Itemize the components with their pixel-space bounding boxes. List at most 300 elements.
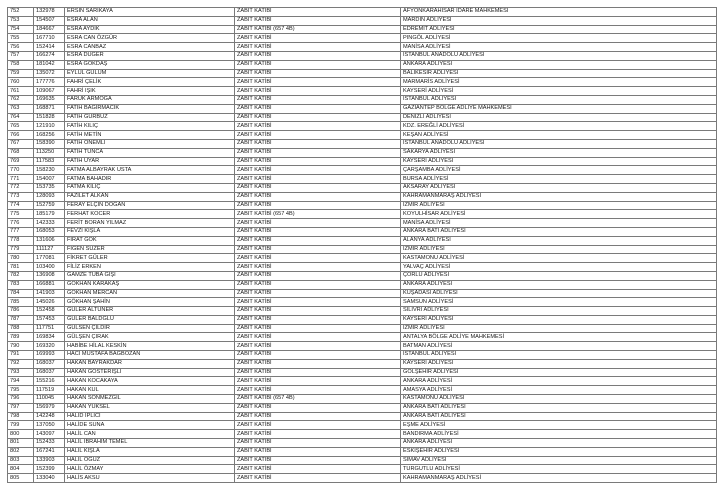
court-unit-cell: MANİSA ADLİYESİ [401,43,717,52]
court-unit-cell: KDZ. EREĞLİ ADLİYESİ [401,122,717,131]
row-number-cell: 783 [8,280,34,289]
table-row [8,456,717,465]
full-name-cell: GÜLER BALDĞLU [65,315,235,324]
court-unit-cell: BANDIRMA ADLİYESİ [401,430,717,439]
full-name-cell: FATİH TUNCA [65,148,235,157]
court-unit-cell: İZMİR ADLİYESİ [401,245,717,254]
table-row [8,465,717,474]
job-title-cell: ZABIT KATİBİ [235,157,401,166]
court-unit-cell: İZMİR ADLİYESİ [401,201,717,210]
full-name-cell: HALİL CAN [65,430,235,439]
table-row [8,421,717,430]
job-title-cell: ZABIT KATİBİ [235,351,401,360]
registry-number-cell: 121910 [34,122,65,131]
table-row [8,8,717,17]
row-number-cell: 765 [8,122,34,131]
table-row [8,183,717,192]
registry-number-cell: 168871 [34,104,65,113]
row-number-cell: 788 [8,324,34,333]
court-unit-cell: TURGUTLU ADLİYESİ [401,465,717,474]
table-row [8,43,717,52]
job-title-cell: ZABIT KATİBİ [235,368,401,377]
row-number-cell: 764 [8,113,34,122]
court-unit-cell: KOYULHİSAR ADLİYESİ [401,210,717,219]
table-row [8,113,717,122]
job-title-cell: ZABIT KATİBİ [235,122,401,131]
full-name-cell: HALİL ÖZMAY [65,465,235,474]
table-row [8,25,717,34]
job-title-cell: ZABIT KATİBİ [235,412,401,421]
row-number-cell: 803 [8,456,34,465]
full-name-cell: FARUK ARMOĞA [65,95,235,104]
registry-number-cell: 156979 [34,403,65,412]
full-name-cell: FATMA KILIÇ [65,183,235,192]
row-number-cell: 777 [8,227,34,236]
row-number-cell: 774 [8,201,34,210]
row-number-cell: 780 [8,254,34,263]
table-row [8,139,717,148]
registry-number-cell: 158390 [34,139,65,148]
job-title-cell: ZABIT KATİBİ [235,148,401,157]
job-title-cell: ZABIT KATİBİ [235,430,401,439]
court-unit-cell: AFYONKARAHİSAR İDARE MAHKEMESİ [401,8,717,17]
court-unit-cell: PINGÖL ADLİYESİ [401,34,717,43]
job-title-cell: ZABIT KATİBİ [235,16,401,25]
job-title-cell: ZABIT KATİBİ [235,219,401,228]
row-number-cell: 791 [8,351,34,360]
full-name-cell: HALİDE SUNA [65,421,235,430]
court-unit-cell: ANKARA BATI ADLİYESİ [401,412,717,421]
registry-number-cell: 111127 [34,245,65,254]
full-name-cell: FERİT BORAN YILMAZ [65,219,235,228]
court-unit-cell: İSTANBUL ANADOLU ADLİYESİ [401,51,717,60]
court-unit-cell: İSTANBUL ANADOLU ADLİYESİ [401,139,717,148]
job-title-cell: ZABIT KATİBİ [235,78,401,87]
row-number-cell: 761 [8,87,34,96]
full-name-cell: HAKAN SÖNMEZGİL [65,395,235,404]
full-name-cell: FAHRİ IŞIK [65,87,235,96]
registry-number-cell: 177776 [34,78,65,87]
registry-number-cell: 133903 [34,456,65,465]
row-number-cell: 757 [8,51,34,60]
job-title-cell: ZABIT KATİBİ [235,34,401,43]
job-title-cell: ZABIT KATİBİ [235,280,401,289]
full-name-cell: FİLİZ ERKEN [65,263,235,272]
job-title-cell: ZABIT KATİBİ [235,359,401,368]
full-name-cell: ESRA AYDIK [65,25,235,34]
job-title-cell: ZABIT KATİBİ [235,307,401,316]
registry-number-cell: 137050 [34,421,65,430]
court-unit-cell: SİMAV ADLİYESİ [401,456,717,465]
registry-number-cell: 152458 [34,307,65,316]
registry-number-cell: 158230 [34,166,65,175]
table-row [8,474,717,483]
registry-number-cell: 152433 [34,439,65,448]
full-name-cell: HAKAN KUL [65,386,235,395]
registry-number-cell: 109067 [34,87,65,96]
court-unit-cell: GAZİANTEP BÖLGE ADLİYE MAHKEMESİ [401,104,717,113]
full-name-cell: GÜLŞEN ÇIRAK [65,333,235,342]
table-row [8,254,717,263]
job-title-cell: ZABIT KATİBİ [235,245,401,254]
table-row [8,307,717,316]
job-title-cell: ZABIT KATİBİ [235,324,401,333]
full-name-cell: EYLÜL GÜLÜM [65,69,235,78]
row-number-cell: 790 [8,342,34,351]
table-row [8,298,717,307]
full-name-cell: FERHAT KOCER [65,210,235,219]
table-row [8,87,717,96]
court-unit-cell: KAYSERİ ADLİYESİ [401,359,717,368]
registry-number-cell: 168037 [34,368,65,377]
job-title-cell: ZABIT KATİBİ [235,166,401,175]
full-name-cell: GÖKHAN ŞAHİN [65,298,235,307]
job-title-cell: ZABIT KATİBİ [235,175,401,184]
registry-number-cell: 169635 [34,95,65,104]
table-row [8,263,717,272]
row-number-cell: 763 [8,104,34,113]
row-number-cell: 779 [8,245,34,254]
job-title-cell: ZABIT KATİBİ [235,254,401,263]
court-unit-cell: İSTANBUL ADLİYESİ [401,95,717,104]
court-unit-cell: ESKİŞEHİR ADLİYESİ [401,447,717,456]
table-row [8,333,717,342]
row-number-cell: 771 [8,175,34,184]
registry-number-cell: 166881 [34,280,65,289]
row-number-cell: 804 [8,465,34,474]
court-unit-cell: MARDİN ADLİYESİ [401,16,717,25]
full-name-cell: HACI MUSTAFA BAĞBOZAN [65,351,235,360]
full-name-cell: FATİH GÜRBÜZ [65,113,235,122]
job-title-cell: ZABIT KATİBİ [235,474,401,483]
full-name-cell: FERAY ELÇİN DOĞAN [65,201,235,210]
court-unit-cell: İSTANBUL ADLİYESİ [401,351,717,360]
row-number-cell: 801 [8,439,34,448]
table-row [8,342,717,351]
row-number-cell: 784 [8,289,34,298]
court-unit-cell: YALVAÇ ADLİYESİ [401,263,717,272]
job-title-cell: ZABIT KATİBİ [235,183,401,192]
row-number-cell: 799 [8,421,34,430]
row-number-cell: 800 [8,430,34,439]
table-row [8,131,717,140]
job-title-cell: ZABIT KATİBİ [235,139,401,148]
row-number-cell: 785 [8,298,34,307]
full-name-cell: FAZİLET ALKAN [65,192,235,201]
document-page [7,7,716,483]
full-name-cell: HAKAN BAYRAKDAR [65,359,235,368]
registry-number-cell: 168037 [34,359,65,368]
personnel-table [7,7,717,483]
full-name-cell: GÖKHAN KARAKAŞ [65,280,235,289]
row-number-cell: 752 [8,8,34,17]
table-row [8,359,717,368]
full-name-cell: HALİD İPLİCİ [65,412,235,421]
table-row [8,157,717,166]
job-title-cell: ZABIT KATİBİ [235,263,401,272]
row-number-cell: 770 [8,166,34,175]
full-name-cell: HALİS AKSU [65,474,235,483]
full-name-cell: ESRA ALAN [65,16,235,25]
job-title-cell: ZABIT KATİBİ [235,113,401,122]
job-title-cell: ZABIT KATİBİ [235,386,401,395]
registry-number-cell: 166274 [34,51,65,60]
court-unit-cell: ANKARA ADLİYESİ [401,280,717,289]
job-title-cell: ZABIT KATİBİ (657 4B) [235,395,401,404]
table-row [8,403,717,412]
table-row [8,210,717,219]
registry-number-cell: 143097 [34,430,65,439]
court-unit-cell: ANKARA ADLİYESİ [401,60,717,69]
row-number-cell: 755 [8,34,34,43]
court-unit-cell: ANKARA ADLİYESİ [401,377,717,386]
court-unit-cell: SAMSUN ADLİYESİ [401,298,717,307]
row-number-cell: 769 [8,157,34,166]
registry-number-cell: 128093 [34,192,65,201]
full-name-cell: GÖKHAN MERCAN [65,289,235,298]
table-row [8,368,717,377]
table-row [8,280,717,289]
row-number-cell: 759 [8,69,34,78]
table-row [8,245,717,254]
registry-number-cell: 110045 [34,395,65,404]
table-row [8,324,717,333]
job-title-cell: ZABIT KATİBİ [235,95,401,104]
table-row [8,289,717,298]
table-row [8,192,717,201]
court-unit-cell: KAHRAMANMARAŞ ADLİYESİ [401,474,717,483]
row-number-cell: 797 [8,403,34,412]
table-row [8,447,717,456]
job-title-cell: ZABIT KATİBİ [235,342,401,351]
job-title-cell: ZABIT KATİBİ [235,227,401,236]
registry-number-cell: 117751 [34,324,65,333]
row-number-cell: 798 [8,412,34,421]
court-unit-cell: KEŞAN ADLİYESİ [401,131,717,140]
full-name-cell: FATİH KILIÇ [65,122,235,131]
full-name-cell: HAKAN KOCAKAYA [65,377,235,386]
table-row [8,271,717,280]
job-title-cell: ZABIT KATİBİ [235,236,401,245]
registry-number-cell: 152759 [34,201,65,210]
row-number-cell: 768 [8,148,34,157]
table-row [8,236,717,245]
table-row [8,412,717,421]
court-unit-cell: KAHRAMANMARAŞ ADLİYESİ [401,192,717,201]
row-number-cell: 778 [8,236,34,245]
row-number-cell: 786 [8,307,34,316]
row-number-cell: 758 [8,60,34,69]
court-unit-cell: SAKARYA ADLİYESİ [401,148,717,157]
row-number-cell: 789 [8,333,34,342]
table-row [8,395,717,404]
full-name-cell: HABİBE HİLAL KESKİN [65,342,235,351]
row-number-cell: 795 [8,386,34,395]
registry-number-cell: 142333 [34,219,65,228]
full-name-cell: FİGEN SÜZER [65,245,235,254]
registry-number-cell: 136908 [34,271,65,280]
court-unit-cell: KUŞADASI ADLİYESİ [401,289,717,298]
registry-number-cell: 135072 [34,69,65,78]
job-title-cell: ZABIT KATİBİ [235,192,401,201]
court-unit-cell: ÇARŞAMBA ADLİYESİ [401,166,717,175]
table-row [8,16,717,25]
full-name-cell: FATİH UYAR [65,157,235,166]
table-row [8,104,717,113]
job-title-cell: ZABIT KATİBİ [235,403,401,412]
job-title-cell: ZABIT KATİBİ [235,104,401,113]
full-name-cell: FAHRİ ÇELİK [65,78,235,87]
row-number-cell: 794 [8,377,34,386]
registry-number-cell: 133040 [34,474,65,483]
table-row [8,386,717,395]
row-number-cell: 792 [8,359,34,368]
full-name-cell: ESRA CANBAZ [65,43,235,52]
table-row [8,166,717,175]
full-name-cell: FATİH ÖNEMLİ [65,139,235,148]
registry-number-cell: 169320 [34,342,65,351]
court-unit-cell: DENİZLİ ADLİYESİ [401,113,717,122]
job-title-cell: ZABIT KATİBİ [235,465,401,474]
job-title-cell: ZABIT KATİBİ [235,298,401,307]
row-number-cell: 796 [8,395,34,404]
row-number-cell: 782 [8,271,34,280]
registry-number-cell: 145026 [34,298,65,307]
table-row [8,430,717,439]
court-unit-cell: AMASYA ADLİYESİ [401,386,717,395]
job-title-cell: ZABIT KATİBİ [235,43,401,52]
registry-number-cell: 151828 [34,113,65,122]
job-title-cell: ZABIT KATİBİ [235,60,401,69]
registry-number-cell: 155216 [34,377,65,386]
row-number-cell: 793 [8,368,34,377]
row-number-cell: 772 [8,183,34,192]
full-name-cell: ERSİN SARIKAYA [65,8,235,17]
court-unit-cell: KAYSERİ ADLİYESİ [401,315,717,324]
row-number-cell: 802 [8,447,34,456]
court-unit-cell: BURSA ADLİYESİ [401,175,717,184]
court-unit-cell: SİLİVRİ ADLİYESİ [401,307,717,316]
job-title-cell: ZABIT KATİBİ (657 4B) [235,25,401,34]
court-unit-cell: ANKARA BATI ADLİYESİ [401,403,717,412]
table-row [8,439,717,448]
table-row [8,148,717,157]
court-unit-cell: GÖLŞEHİR ADLİYESİ [401,368,717,377]
job-title-cell: ZABIT KATİBİ [235,333,401,342]
registry-number-cell: 117519 [34,386,65,395]
full-name-cell: HAKAN YÜKSEL [65,403,235,412]
court-unit-cell: EDREMİT ADLİYESİ [401,25,717,34]
registry-number-cell: 185179 [34,210,65,219]
full-name-cell: HALİL KIŞLA [65,447,235,456]
full-name-cell: FIRAT GÖK [65,236,235,245]
table-row [8,175,717,184]
job-title-cell: ZABIT KATİBİ [235,51,401,60]
job-title-cell: ZABIT KATİBİ [235,131,401,140]
row-number-cell: 756 [8,43,34,52]
job-title-cell: ZABIT KATİBİ [235,271,401,280]
registry-number-cell: 184667 [34,25,65,34]
full-name-cell: FATMA BAHADIR [65,175,235,184]
court-unit-cell: ANKARA BATI ADLİYESİ [401,227,717,236]
registry-number-cell: 168053 [34,227,65,236]
registry-number-cell: 169834 [34,333,65,342]
table-body [8,8,717,483]
table-row [8,78,717,87]
registry-number-cell: 141903 [34,289,65,298]
registry-number-cell: 131606 [34,236,65,245]
table-row [8,377,717,386]
row-number-cell: 805 [8,474,34,483]
full-name-cell: FATMA ALBAYRAK USTA [65,166,235,175]
registry-number-cell: 153735 [34,183,65,192]
table-row [8,219,717,228]
court-unit-cell: ÇORLU ADLİYESİ [401,271,717,280]
court-unit-cell: MARMARİS ADLİYESİ [401,78,717,87]
registry-number-cell: 167710 [34,34,65,43]
table-row [8,69,717,78]
registry-number-cell: 117583 [34,157,65,166]
table-row [8,201,717,210]
job-title-cell: ZABIT KATİBİ [235,8,401,17]
job-title-cell: ZABIT KATİBİ [235,289,401,298]
registry-number-cell: 113250 [34,148,65,157]
registry-number-cell: 181042 [34,60,65,69]
full-name-cell: ESRA DÜĞER [65,51,235,60]
table-row [8,51,717,60]
job-title-cell: ZABIT KATİBİ [235,87,401,96]
full-name-cell: FEVZİ KIŞLA [65,227,235,236]
row-number-cell: 773 [8,192,34,201]
court-unit-cell: İZMİR ADLİYESİ [401,324,717,333]
full-name-cell: FATİH METİN [65,131,235,140]
full-name-cell: ESRA CAN ÖZGÜR [65,34,235,43]
table-row [8,95,717,104]
court-unit-cell: MANİSA ADLİYESİ [401,219,717,228]
job-title-cell: ZABIT KATİBİ [235,456,401,465]
job-title-cell: ZABIT KATİBİ [235,201,401,210]
full-name-cell: GÜLER ALTUNER [65,307,235,316]
row-number-cell: 776 [8,219,34,228]
court-unit-cell: BALIKESİR ADLİYESİ [401,69,717,78]
full-name-cell: HALİL OĞUZ [65,456,235,465]
court-unit-cell: KASTAMONU ADLİYESİ [401,254,717,263]
full-name-cell: GÜLSEN ÇİLDİR [65,324,235,333]
row-number-cell: 760 [8,78,34,87]
job-title-cell: ZABIT KATİBİ [235,69,401,78]
row-number-cell: 781 [8,263,34,272]
table-row [8,122,717,131]
row-number-cell: 766 [8,131,34,140]
row-number-cell: 767 [8,139,34,148]
row-number-cell: 753 [8,16,34,25]
court-unit-cell: ANTALYA BÖLGE ADLİYE MAHKEMESİ [401,333,717,342]
table-row [8,351,717,360]
job-title-cell: ZABIT KATİBİ [235,439,401,448]
registry-number-cell: 154507 [34,16,65,25]
table-row [8,34,717,43]
table-row [8,227,717,236]
full-name-cell: ESRA GÖKDAŞ [65,60,235,69]
full-name-cell: FİKRET GÜLER [65,254,235,263]
registry-number-cell: 167241 [34,447,65,456]
job-title-cell: ZABIT KATİBİ (657 4B) [235,210,401,219]
court-unit-cell: AKSARAY ADLİYESİ [401,183,717,192]
court-unit-cell: ALANYA ADLİYESİ [401,236,717,245]
court-unit-cell: EŞME ADLİYESİ [401,421,717,430]
full-name-cell: FATİH BAĞIRMACIK [65,104,235,113]
registry-number-cell: 132978 [34,8,65,17]
